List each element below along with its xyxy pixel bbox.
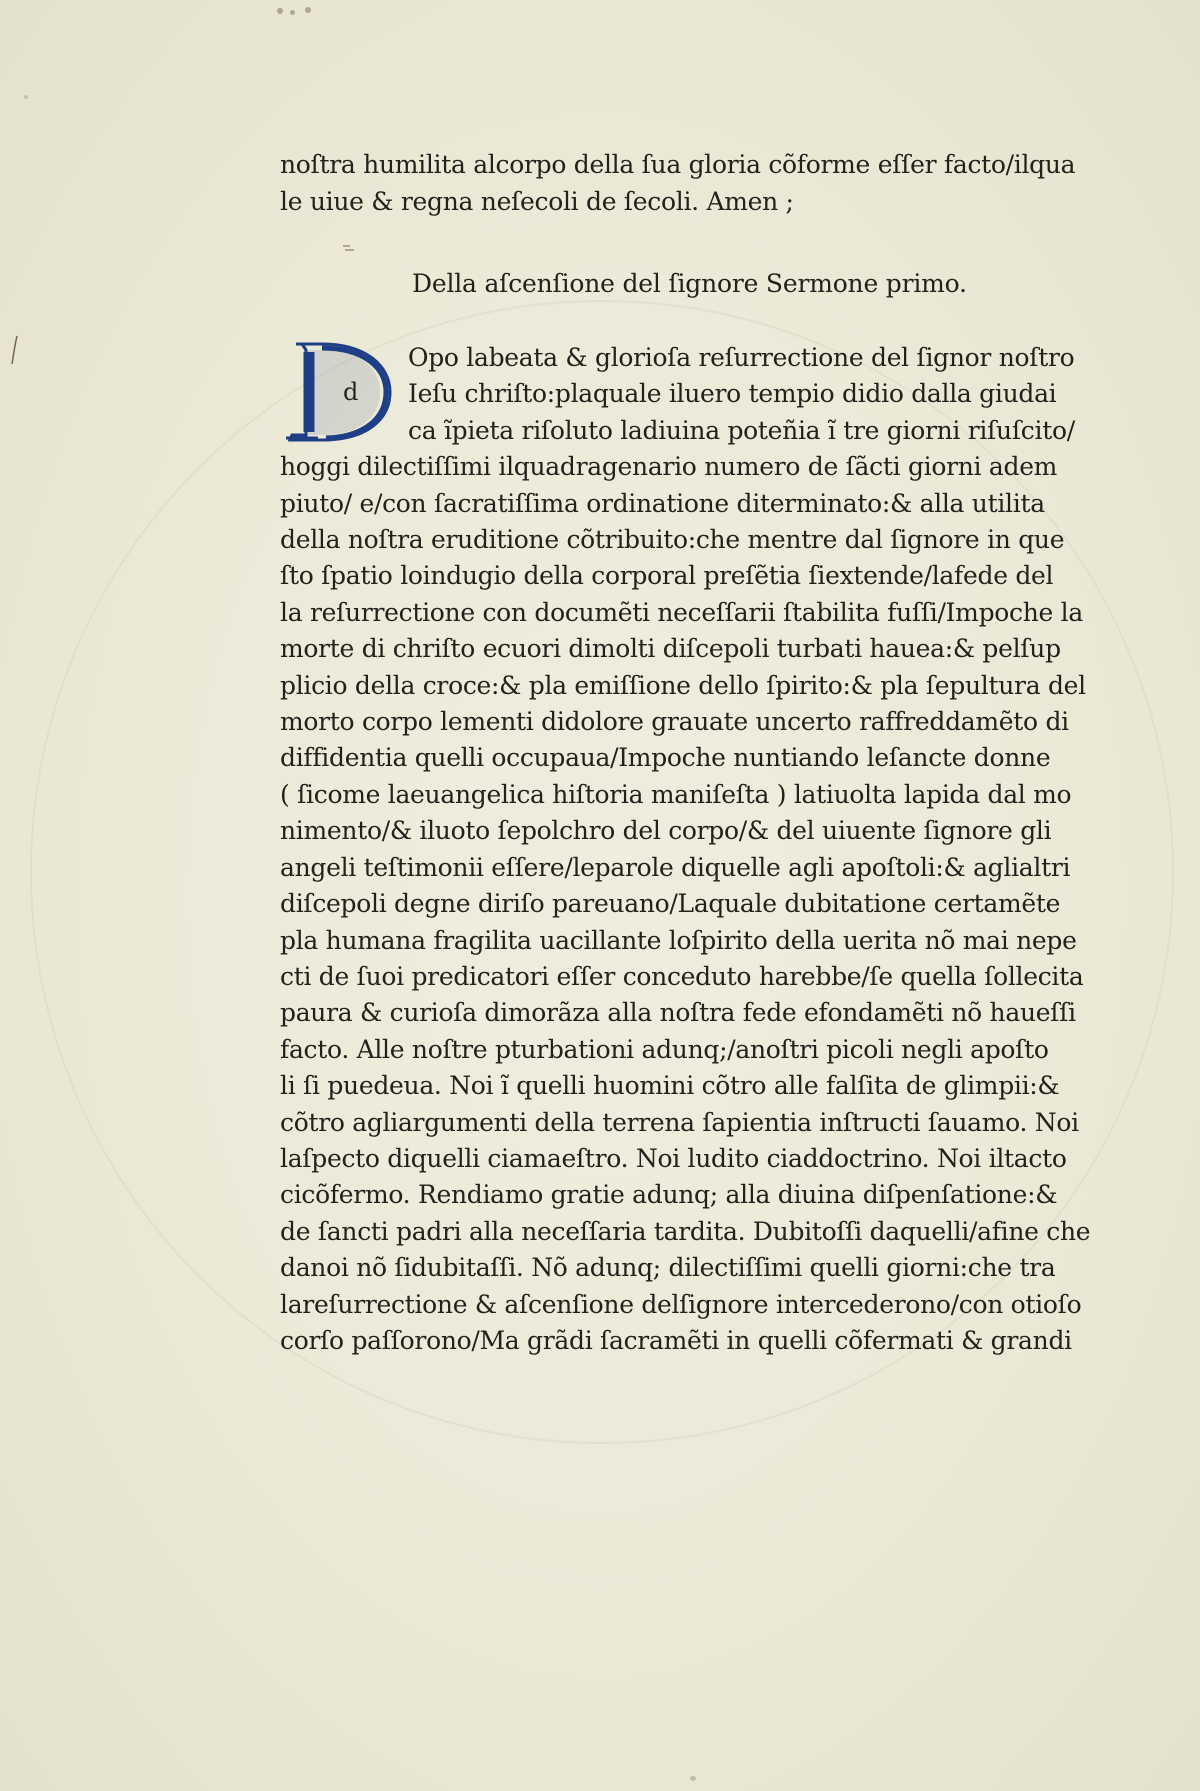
sermon-body	[280, 340, 1100, 1359]
text-line: pla humana fragilita uacillante loſpirito della uerita nõ mai nepe	[280, 925, 1077, 955]
text-line: cti de ſuoi predicatori eſſer conceduto harebbe/ſe quella ſollecita	[280, 961, 1084, 991]
guide-letter: d	[343, 378, 359, 406]
foxing-stain	[690, 1776, 696, 1781]
text-line: lareſurrectione & aſcenſione delſignore intercederono/con otioſo	[280, 1289, 1082, 1319]
sermon-heading: Della aſcenſione del ſignore Sermone primo.	[412, 269, 967, 298]
text-line: facto. Alle noſtre pturbationi adunq;/anoſtri picoli negli apoſto	[280, 1034, 1049, 1064]
foxing-stain	[24, 95, 28, 99]
text-line: cõtro agliargumenti della terrena ſapientia inſtructi ſauamo. Noi	[280, 1107, 1079, 1137]
text-line: corſo paſſorono/Ma grãdi ſacramẽti in quelli cõfermati & grandi	[280, 1325, 1072, 1355]
text-line: de ſancti padri alla neceſſaria tardita. Dubitoſſi daquelli/afine che	[280, 1216, 1091, 1246]
text-line: piuto/ e/con ſacratiſſima ordinatione diterminato:& alla utilita	[280, 488, 1045, 518]
text-line: ( ſicome laeuangelica hiſtoria maniſeſta ) latiuolta lapida dal mo	[280, 779, 1072, 809]
text-line: noſtra humilita alcorpo della ſua gloria cõforme eſſer facto/ilqua	[280, 150, 1076, 179]
text-line: hoggi dilectiſſimi ilquadragenario numero de ſãcti giorni adem	[280, 452, 1058, 482]
text-line: diſcepoli degne diriſo pareuano/Laquale dubitatione certamẽte	[280, 889, 1061, 919]
text-line: della noſtra eruditione cõtribuito:che mentre dal ſignore in que	[280, 525, 1065, 555]
text-line: Ieſu chriſto:plaquale iluero tempio didio dalla giudai	[408, 379, 1057, 409]
foxing-stain	[305, 7, 311, 13]
text-line: cicõfermo. Rendiamo gratie adunq; alla diuina diſpenſatione:&	[280, 1180, 1058, 1210]
text-line: morto corpo lementi didolore grauate uncerto raffreddamẽto di	[280, 707, 1069, 737]
text-line: le uiue & regna neſecoli de ſecoli. Amen ;	[280, 187, 794, 216]
text-line: nimento/& iluoto ſepolchro del corpo/& del uiuente ſignore gli	[280, 816, 1052, 846]
foxing-stain	[290, 10, 295, 15]
text-line: laſpecto diquelli ciamaeſtro. Noi ludito ciaddoctrino. Noi iltacto	[280, 1143, 1067, 1173]
printer-mark	[342, 244, 358, 252]
text-line: angeli teſtimonii eſſere/leparole diquelle agli apoſtoli:& aglialtri	[280, 852, 1071, 882]
text-line: Opo labeata & glorioſa reſurrectione del ſignor noſtro	[408, 343, 1075, 372]
margin-ink-mark	[8, 334, 22, 370]
carryover-text	[280, 146, 1100, 220]
text-line: ſto ſpatio loindugio della corporal preſẽtia ſiextende/lafede del	[280, 561, 1054, 591]
text-line: la reſurrectione con documẽti neceſſarii ſtabilita fuſſi/Impoche la	[280, 597, 1083, 627]
text-line: danoi nõ ſidubitaſſi. Nõ adunq; dilectiſſimi quelli giorni:che tra	[280, 1253, 1056, 1283]
text-line: diffidentia quelli occupaua/Impoche nuntiando leſancte donne	[280, 743, 1051, 773]
text-line: ca ĩpieta riſoluto ladiuina poteñia ĩ tre giorni riſuſcito/	[408, 415, 1075, 445]
text-line: li ſi puedeua. Noi ĩ quelli huomini cõtro alle falſita de glimpii:&	[280, 1071, 1060, 1101]
text-line: plicio della croce:& pla emiſſione dello ſpirito:& pla ſepultura del	[280, 670, 1086, 700]
text-line: paura & curioſa dimorãza alla noſtra fede efondamẽti nõ haueſſi	[280, 998, 1076, 1028]
text-line: morte di chriſto ecuori dimolti diſcepoli turbati hauea:& pelſup	[280, 634, 1061, 664]
foxing-stain	[277, 8, 283, 14]
